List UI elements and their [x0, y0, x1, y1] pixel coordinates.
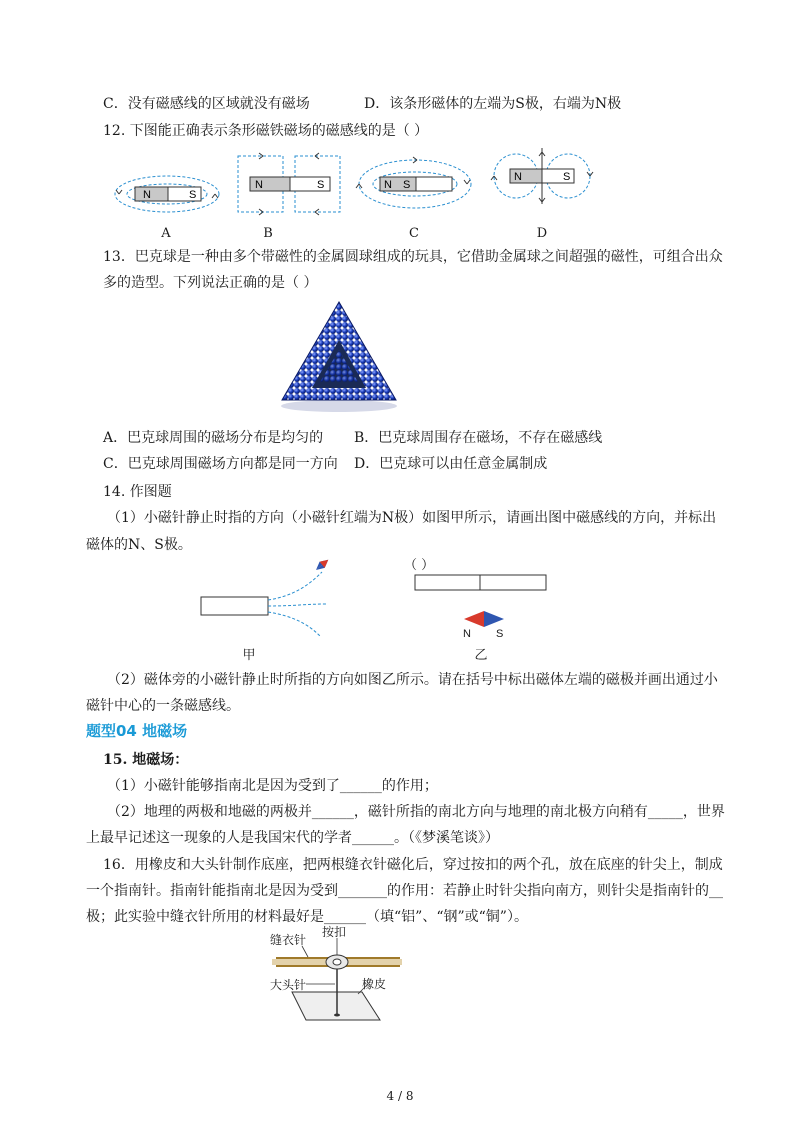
q12-d-pole-n: N	[514, 171, 522, 183]
q12-diagram-d	[491, 148, 593, 204]
q16-label-pin: 大头针	[270, 978, 307, 992]
q12-d-pole-s: S	[563, 171, 571, 183]
q12-caption-c: C	[409, 226, 419, 241]
q14-figure-yi	[412, 572, 552, 644]
q13-option-c: C．巴克球周围磁场方向都是同一方向	[103, 456, 338, 472]
q12-caption-d: D	[536, 226, 548, 241]
q16-line1: 16．用橡皮和大头针制作底座，把两根缝衣针磁化后，穿过按扣的两个孔，放在底座的针尖上，制成	[103, 857, 723, 873]
q12-diagram-c	[356, 157, 471, 208]
q12-b-pole-s: S	[317, 179, 325, 191]
q14-part1-line1: （1）小磁针静止时指的方向（小磁针红端为N极）如图甲所示，请画出图中磁感线的方向，并标出	[107, 510, 717, 526]
q12-a-pole-n: N	[143, 189, 151, 201]
q15-line3: 上最早记述这一现象的人是我国宋代的学者______。（《梦溪笔谈》）	[86, 830, 499, 846]
q12-stem: 12. 下图能正确表示条形磁铁磁场的磁感线的是（ ）	[103, 123, 429, 139]
q12-diagram-b	[238, 153, 340, 215]
q14-part2-line1: （2）磁体旁的小磁针静止时所指的方向如图乙所示。请在括号中标出磁体左端的磁极并画出通过小	[107, 672, 718, 688]
q14-fig-yi-caption: 乙	[474, 648, 488, 663]
q14-needle-s-label: S	[496, 628, 504, 640]
q16-line2: 一个指南针。指南针能指南北是因为受到_______的作用：若静止时针尖指向南方，则针尖是指南针的__	[86, 883, 723, 899]
q15-line2: （2）地理的两极和地磁的两极并______，磁针所指的南北方向与地理的南北极方向稍有_____，世界	[107, 804, 725, 820]
q12-b-pole-n: N	[255, 179, 263, 191]
page-number: 4 / 8	[386, 1089, 414, 1103]
q11-option-d: D．该条形磁体的左端为S极，右端为N极	[364, 96, 622, 112]
q13-option-d: D．巴克球可以由任意金属制成	[354, 456, 548, 472]
q14-figure-jia	[198, 556, 338, 640]
q14-pole-bracket: （ ）	[404, 558, 435, 573]
q14-title: 14. 作图题	[103, 484, 172, 500]
q14-part1-line2: 磁体的N、S极。	[86, 537, 192, 553]
q16-label-eraser: 橡皮	[362, 977, 387, 991]
q12-figure	[105, 148, 625, 220]
q12-caption-a: A	[161, 226, 171, 241]
q12-caption-b: B	[263, 226, 273, 241]
q15-title: 15. 地磁场：	[103, 752, 189, 768]
q12-c-pole-n: N	[384, 179, 392, 191]
q13-option-a: A．巴克球周围的磁场分布是均匀的	[103, 430, 324, 446]
section-heading-geomagnetic: 题型04 地磁场	[86, 722, 188, 740]
q12-c-pole-s: S	[403, 179, 411, 191]
q13-stem-line2: 多的造型。下列说法正确的是（ ）	[103, 275, 318, 291]
q12-a-pole-s: S	[189, 189, 197, 201]
q13-stem-line1: 13．巴克球是一种由多个带磁性的金属圆球组成的玩具，它借助金属球之间超强的磁性，可组合出众	[103, 249, 723, 265]
q13-option-b: B．巴克球周围存在磁场，不存在磁感线	[354, 430, 603, 446]
buckyball-pyramid-image	[276, 298, 402, 414]
q16-line3: 极；此实验中缝衣针所用的材料最好是______（填“铝”、“钢”或“铜”）。	[86, 909, 528, 925]
q14-fig-jia-caption: 甲	[242, 648, 256, 663]
q14-part2-line2: 磁针中心的一条磁感线。	[86, 698, 240, 714]
q16-label-needle: 缝衣针	[270, 933, 307, 947]
q14-needle-n-label: N	[463, 628, 471, 640]
q16-label-button: 按扣	[322, 925, 347, 939]
q11-option-c: C．没有磁感线的区域就没有磁场	[103, 96, 310, 112]
q15-line1: （1）小磁针能够指南北是因为受到了______的作用；	[107, 778, 438, 794]
q12-diagram-a	[115, 176, 219, 212]
